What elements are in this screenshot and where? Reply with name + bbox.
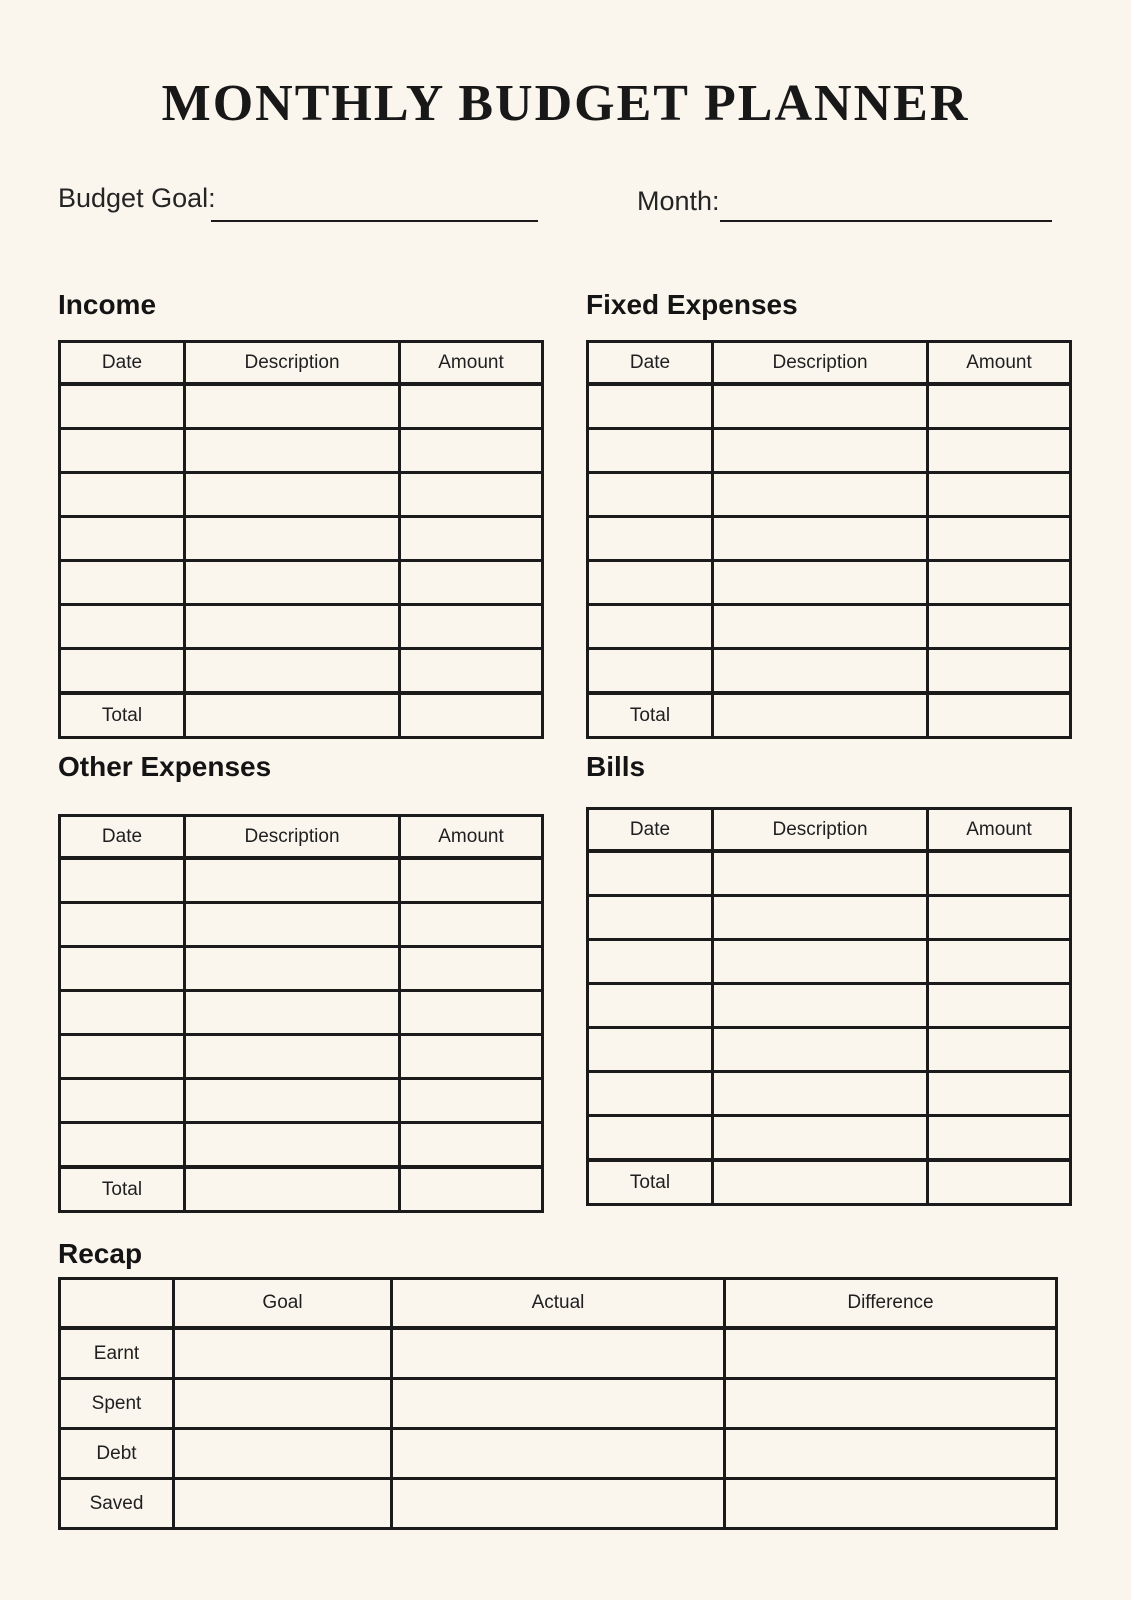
total-value-cell[interactable] [185,693,400,738]
entry-cell[interactable] [713,984,928,1028]
table-row [60,947,543,991]
entry-cell[interactable] [588,517,713,561]
entry-cell[interactable] [588,1028,713,1072]
entry-cell[interactable] [713,384,928,429]
entry-cell[interactable] [60,429,185,473]
entry-cell[interactable] [713,1072,928,1116]
entry-cell[interactable] [400,561,543,605]
entry-cell[interactable] [928,605,1071,649]
column-header-amount: Amount [400,342,543,385]
entry-cell[interactable] [588,1116,713,1161]
entry-cell[interactable] [400,384,543,429]
entry-cell[interactable] [588,851,713,896]
table-row [60,605,543,649]
entry-cell[interactable] [400,858,543,903]
column-header-description: Description [713,342,928,385]
entry-cell[interactable] [588,896,713,940]
entry-cell[interactable] [174,1379,392,1429]
month-label: Month: [637,186,720,216]
recap-corner-cell [60,1279,174,1329]
total-label: Total [60,1167,185,1212]
entry-cell[interactable] [588,649,713,694]
entry-cell[interactable] [400,947,543,991]
entry-cell[interactable] [725,1328,1057,1379]
table-row [60,1079,543,1123]
table-row [60,1123,543,1168]
entry-cell[interactable] [588,429,713,473]
entry-cell[interactable] [928,473,1071,517]
total-value-cell[interactable] [928,693,1071,738]
entry-cell[interactable] [392,1479,725,1529]
entry-cell[interactable] [185,991,400,1035]
table-row [60,1035,543,1079]
entry-cell[interactable] [928,1028,1071,1072]
total-label: Total [588,1160,713,1205]
section-title-fixed-expenses: Fixed Expenses [586,289,798,320]
entry-cell[interactable] [928,851,1071,896]
entry-cell[interactable] [185,517,400,561]
entry-cell[interactable] [725,1429,1057,1479]
column-header-amount: Amount [928,342,1071,385]
entry-cell[interactable] [928,1116,1071,1161]
table-row [60,429,543,473]
entry-cell[interactable] [713,1116,928,1161]
entry-cell[interactable] [713,429,928,473]
table-row [588,984,1071,1028]
recap-column-difference: Difference [725,1279,1057,1329]
budget-goal-label: Budget Goal: [58,183,216,213]
total-value-cell[interactable] [400,1167,543,1212]
entry-cell[interactable] [60,858,185,903]
entry-cell[interactable] [588,473,713,517]
entry-cell[interactable] [185,903,400,947]
entry-cell[interactable] [60,991,185,1035]
entry-cell[interactable] [185,605,400,649]
column-header-date: Date [60,816,185,859]
entry-cell[interactable] [713,649,928,694]
entry-cell[interactable] [928,984,1071,1028]
recap-row-saved [60,1479,1057,1529]
total-value-cell[interactable] [928,1160,1071,1205]
entry-cell[interactable] [174,1429,392,1479]
month-line[interactable] [720,220,1052,222]
entry-cell[interactable] [60,1035,185,1079]
table-row [588,649,1071,694]
entry-cell[interactable] [400,605,543,649]
column-header-description: Description [713,809,928,852]
entry-cell[interactable] [588,984,713,1028]
entry-cell[interactable] [928,384,1071,429]
total-row [60,1167,543,1212]
fixed-expenses-table [586,340,1072,739]
entry-cell[interactable] [713,605,928,649]
bills-table [586,807,1072,1206]
entry-cell[interactable] [928,429,1071,473]
table-row [588,429,1071,473]
section-title-recap: Recap [58,1238,143,1269]
table-row [588,1028,1071,1072]
entry-cell[interactable] [185,561,400,605]
recap-row-label: Spent [60,1379,174,1429]
total-label: Total [588,693,713,738]
total-label: Total [60,693,185,738]
column-header-date: Date [588,809,713,852]
entry-cell[interactable] [400,473,543,517]
table-row [60,384,543,429]
entry-cell[interactable] [174,1479,392,1529]
entry-cell[interactable] [185,1035,400,1079]
entry-cell[interactable] [185,1079,400,1123]
entry-cell[interactable] [400,991,543,1035]
budget-goal-line[interactable] [211,220,538,222]
entry-cell[interactable] [60,605,185,649]
column-header-date: Date [60,342,185,385]
recap-row-spent [60,1379,1057,1429]
entry-cell[interactable] [588,940,713,984]
entry-cell[interactable] [928,649,1071,694]
table-row [60,473,543,517]
entry-cell[interactable] [588,1072,713,1116]
entry-cell[interactable] [713,940,928,984]
entry-cell[interactable] [185,947,400,991]
recap-table [58,1277,1058,1530]
table-row [588,605,1071,649]
entry-cell[interactable] [928,1072,1071,1116]
total-row [588,693,1071,738]
entry-cell[interactable] [713,473,928,517]
table-row [588,851,1071,896]
entry-cell[interactable] [60,384,185,429]
entry-cell[interactable] [392,1379,725,1429]
entry-cell[interactable] [588,605,713,649]
recap-row-earnt [60,1328,1057,1379]
entry-cell[interactable] [392,1328,725,1379]
recap-row-debt [60,1429,1057,1479]
entry-cell[interactable] [185,384,400,429]
total-value-cell[interactable] [713,693,928,738]
entry-cell[interactable] [588,384,713,429]
entry-cell[interactable] [185,429,400,473]
entry-cell[interactable] [400,1123,543,1168]
total-row [588,1160,1071,1205]
income-table [58,340,544,739]
table-row [588,1072,1071,1116]
table-row [60,903,543,947]
entry-cell[interactable] [928,940,1071,984]
section-title-income: Income [58,289,157,320]
entry-cell[interactable] [60,947,185,991]
entry-cell[interactable] [392,1429,725,1479]
total-row [60,693,543,738]
entry-cell[interactable] [713,896,928,940]
table-row [588,940,1071,984]
entry-cell[interactable] [185,649,400,694]
entry-cell[interactable] [60,1123,185,1168]
entry-cell[interactable] [185,473,400,517]
entry-cell[interactable] [400,429,543,473]
column-header-description: Description [185,342,400,385]
entry-cell[interactable] [60,561,185,605]
entry-cell[interactable] [725,1479,1057,1529]
entry-cell[interactable] [713,1028,928,1072]
other-expenses-table [58,814,544,1213]
table-row [60,858,543,903]
entry-cell[interactable] [185,858,400,903]
entry-cell[interactable] [713,561,928,605]
column-header-amount: Amount [928,809,1071,852]
page-title: MONTHLY BUDGET PLANNER [161,75,970,132]
entry-cell[interactable] [928,517,1071,561]
recap-column-goal: Goal [174,1279,392,1329]
entry-cell[interactable] [174,1328,392,1379]
recap-row-label: Earnt [60,1328,174,1379]
entry-cell[interactable] [725,1379,1057,1429]
entry-cell[interactable] [400,903,543,947]
table-row [588,896,1071,940]
recap-row-label: Saved [60,1479,174,1529]
entry-cell[interactable] [60,1079,185,1123]
table-row [588,473,1071,517]
table-row [588,517,1071,561]
entry-cell[interactable] [713,517,928,561]
column-header-description: Description [185,816,400,859]
table-row [588,384,1071,429]
section-title-bills: Bills [586,751,646,782]
column-header-amount: Amount [400,816,543,859]
entry-cell[interactable] [713,851,928,896]
recap-row-label: Debt [60,1429,174,1479]
entry-cell[interactable] [928,561,1071,605]
table-row [60,517,543,561]
total-value-cell[interactable] [400,693,543,738]
table-row [588,561,1071,605]
total-value-cell[interactable] [185,1167,400,1212]
table-row [60,561,543,605]
entry-cell[interactable] [60,517,185,561]
entry-cell[interactable] [60,903,185,947]
entry-cell[interactable] [400,1035,543,1079]
entry-cell[interactable] [60,649,185,694]
entry-cell[interactable] [928,896,1071,940]
entry-cell[interactable] [588,561,713,605]
entry-cell[interactable] [400,649,543,694]
section-title-other-expenses: Other Expenses [58,751,272,782]
entry-cell[interactable] [400,517,543,561]
entry-cell[interactable] [185,1123,400,1168]
column-header-date: Date [588,342,713,385]
table-row [60,991,543,1035]
entry-cell[interactable] [400,1079,543,1123]
recap-column-actual: Actual [392,1279,725,1329]
table-row [588,1116,1071,1161]
entry-cell[interactable] [60,473,185,517]
total-value-cell[interactable] [713,1160,928,1205]
table-row [60,649,543,694]
